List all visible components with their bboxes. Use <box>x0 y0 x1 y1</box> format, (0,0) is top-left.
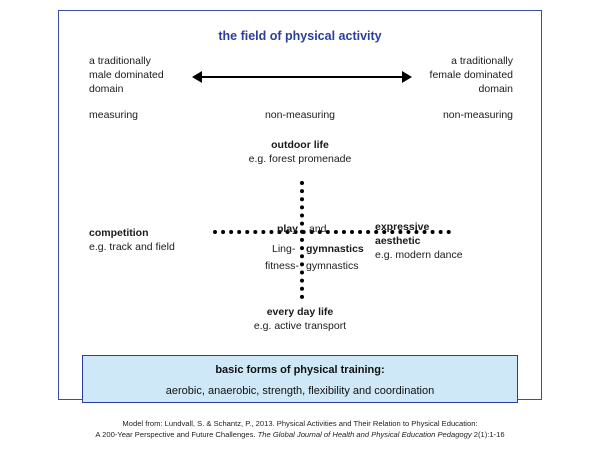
basic-forms-subtitle: aerobic, anaerobic, strength, flexibility and coordination <box>165 385 435 397</box>
double-arrow-icon <box>192 71 412 83</box>
basic-forms-box <box>82 355 518 403</box>
measuring-label-left: measuring <box>89 109 139 121</box>
node-every-day-life <box>59 305 541 333</box>
node-every-day-life-heading: every day life <box>266 306 334 318</box>
axis-label-left-line2: male dominated <box>89 69 164 81</box>
arrow-head-right-icon <box>402 71 412 83</box>
center-label-gymnastics-bold: gymnastics <box>306 243 364 255</box>
axis-label-right-line3: domain <box>478 83 513 95</box>
node-competition-example: e.g. track and field <box>89 241 175 253</box>
citation <box>0 418 600 440</box>
axis-label-left-line3: domain <box>89 83 124 95</box>
page-title: the field of physical activity <box>218 29 382 43</box>
center-label-gymnastics-plain: gymnastics <box>306 260 359 272</box>
measuring-label-right: non-measuring <box>442 109 513 121</box>
arrow-line <box>200 76 404 78</box>
citation-line1: Model from: Lundvall, S. & Schantz, P., 2013. Physical Activities and Their Relation to Physical Education: <box>122 419 478 428</box>
node-expressive-heading-line2: aesthetic <box>375 235 421 247</box>
axis-label-left-line1: a traditionally <box>89 55 151 67</box>
center-cluster <box>209 217 399 287</box>
center-label-fitness: fitness- <box>265 260 299 272</box>
center-label-play: play <box>277 223 299 235</box>
citation-journal-title: The Global Journal of Health and Physical Education Pedagogy <box>257 430 472 439</box>
center-label-and: and <box>309 223 327 235</box>
basic-forms-title: basic forms of physical training: <box>215 364 385 376</box>
citation-line2 <box>0 429 600 440</box>
node-expressive-heading-line1: expressive <box>375 221 430 233</box>
axis-label-right-line1: a traditionally <box>451 55 513 67</box>
axis-label-left <box>89 54 164 96</box>
node-every-day-life-example: e.g. active transport <box>253 320 347 332</box>
node-expressive-example: e.g. modern dance <box>375 249 463 261</box>
node-outdoor-life <box>59 138 541 166</box>
node-competition-heading: competition <box>89 227 149 239</box>
axis-label-right-line2: female dominated <box>429 69 513 81</box>
citation-line2-prefix: A 200-Year Perspective and Future Challenges. <box>95 430 258 439</box>
citation-line2-suffix: 2(1):1-16 <box>471 430 505 439</box>
axis-label-right <box>430 54 513 96</box>
measuring-label-center: non-measuring <box>264 109 336 121</box>
diagram-frame <box>58 10 542 400</box>
node-outdoor-life-heading: outdoor life <box>271 139 329 151</box>
node-outdoor-life-example: e.g. forest promenade <box>248 153 352 165</box>
center-label-ling: Ling- <box>272 243 296 255</box>
